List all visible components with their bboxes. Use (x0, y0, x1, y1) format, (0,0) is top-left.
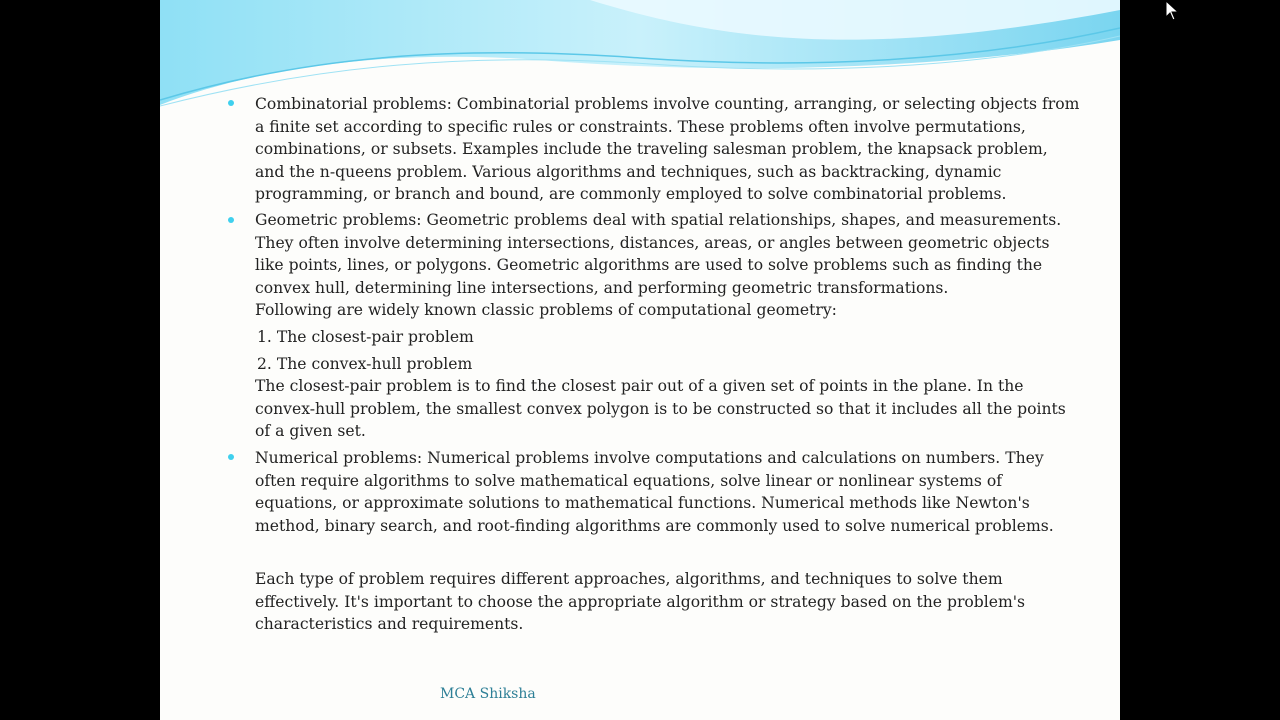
conclusion-paragraph: Each type of problem requires different approaches, algorithms, and techniques to solve them effectively. It's important to choose the appropriate algorithm or strategy based on the problem's characteristics and requirements. (255, 570, 1026, 633)
bullet-combinatorial: Combinatorial problems: Combinatorial problems involve counting, arranging, or selecting objects from a finite set according to specific rules or constraints. These problems often involve permutations, combinations, or subsets. Examples include the traveling salesman problem, the knapsack problem, and the n-queens problem. Various algorithms and techniques, such as backtracking, dynamic programming, or branch and bound, are commonly employed to solve combinatorial problems. (255, 95, 1080, 203)
bullet-dot (228, 100, 234, 106)
numbered-item-closest-pair: 1. The closest-pair problem (257, 328, 474, 346)
geometry-detail: The closest-pair problem is to find the closest pair out of a given set of points in the plane. In the convex-hull problem, the smallest convex polygon is to be constructed so that it includes all the points of a given set. (255, 377, 1066, 440)
numbered-item-convex-hull: 2. The convex-hull problem (257, 355, 473, 373)
slide-content (160, 0, 1120, 720)
footer-text: MCA Shiksha (440, 686, 536, 702)
bullet-numerical: Numerical problems: Numerical problems involve computations and calculations on numbers. They often require algorithms to solve mathematical equations, solve linear or nonlinear systems of equations, or approximate solutions to mathematical functions. Numerical methods like Newton's method, binary search, and root-finding algorithms are commonly used to solve numerical problems. (255, 449, 1054, 535)
bullet-geometric: Geometric problems: Geometric problems deal with spatial relationships, shapes, and measurements. They often involve determining intersections, distances, areas, or angles between geometric objects like points, lines, or polygons. Geometric algorithms are used to solve problems such as finding the convex hull, determining line intersections, and performing geometric transformations. (255, 211, 1062, 297)
bullet-dot (228, 454, 234, 460)
mouse-cursor-icon (1165, 0, 1181, 22)
bullet-dot (228, 217, 234, 223)
geometry-intro: Following are widely known classic problems of computational geometry: (255, 301, 837, 319)
slide (160, 0, 1120, 720)
